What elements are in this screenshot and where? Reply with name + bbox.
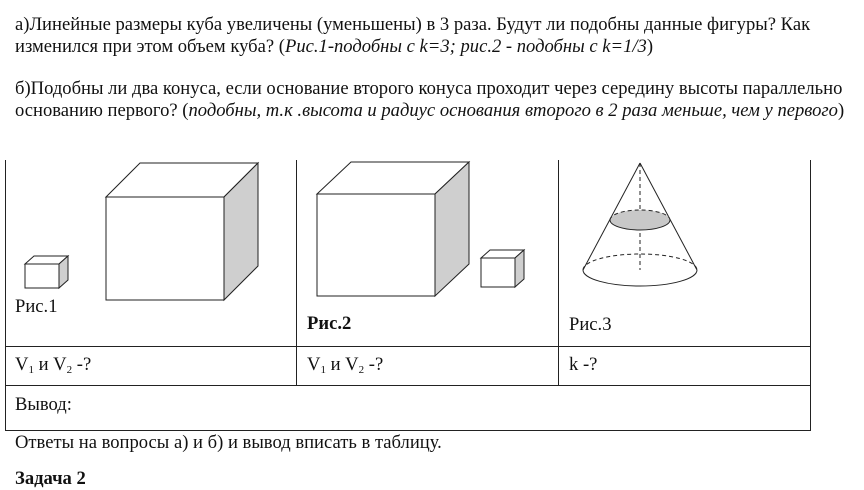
question-volumes-1: $V_1$ и $V_2$ -? <box>15 354 92 376</box>
figure-2-cubes <box>296 160 558 300</box>
small-cube-fig2 <box>481 250 524 287</box>
question-volumes-2: $V_1$ и $V_2$ -? <box>307 354 384 376</box>
conclusion-label: Вывод: <box>15 394 72 415</box>
table-right-border <box>810 160 811 430</box>
small-cube-fig1 <box>25 256 68 288</box>
task-part-b <box>15 78 857 122</box>
question-coefficient: k -? <box>569 354 598 375</box>
part-b-close: ) <box>837 100 845 121</box>
part-a-close: ) <box>646 36 654 57</box>
next-task-heading: Задача 2 <box>15 468 86 489</box>
large-cube-fig1 <box>106 163 258 300</box>
table-row-line-2 <box>5 385 811 386</box>
part-b-question: б)Подобны ли два конуса, если основание второго конуса проходит через середину высоты параллельно основанию первого? ( <box>15 78 843 121</box>
figure-1-cubes <box>0 160 296 300</box>
figure-2-caption: Рис.2 <box>307 313 352 334</box>
figure-3-cone <box>558 160 810 300</box>
figure-1-caption: Рис.1 <box>15 296 58 317</box>
table-bottom-border <box>5 430 811 431</box>
part-b-answer: подобны, т.к .высота и радиус основания второго в 2 раза меньше, чем у первого <box>188 100 838 121</box>
table-row-line-1 <box>5 346 811 347</box>
part-a-question: а)Линейные размеры куба увеличены (уменьшены) в 3 раза. Будут ли подобны данные фигуры? Как изменился при этом объем куба? ( <box>15 14 811 57</box>
cone-drawing <box>583 163 697 286</box>
task-part-a <box>15 14 857 58</box>
large-cube-fig2 <box>317 162 469 296</box>
instruction-text: Ответы на вопросы а) и б) и вывод вписать в таблицу. <box>15 432 442 453</box>
part-a-answer: Рис.1-подобны с k=3; рис.2 - подобны с k=1/3 <box>284 36 647 57</box>
figure-3-caption: Рис.3 <box>569 314 612 335</box>
